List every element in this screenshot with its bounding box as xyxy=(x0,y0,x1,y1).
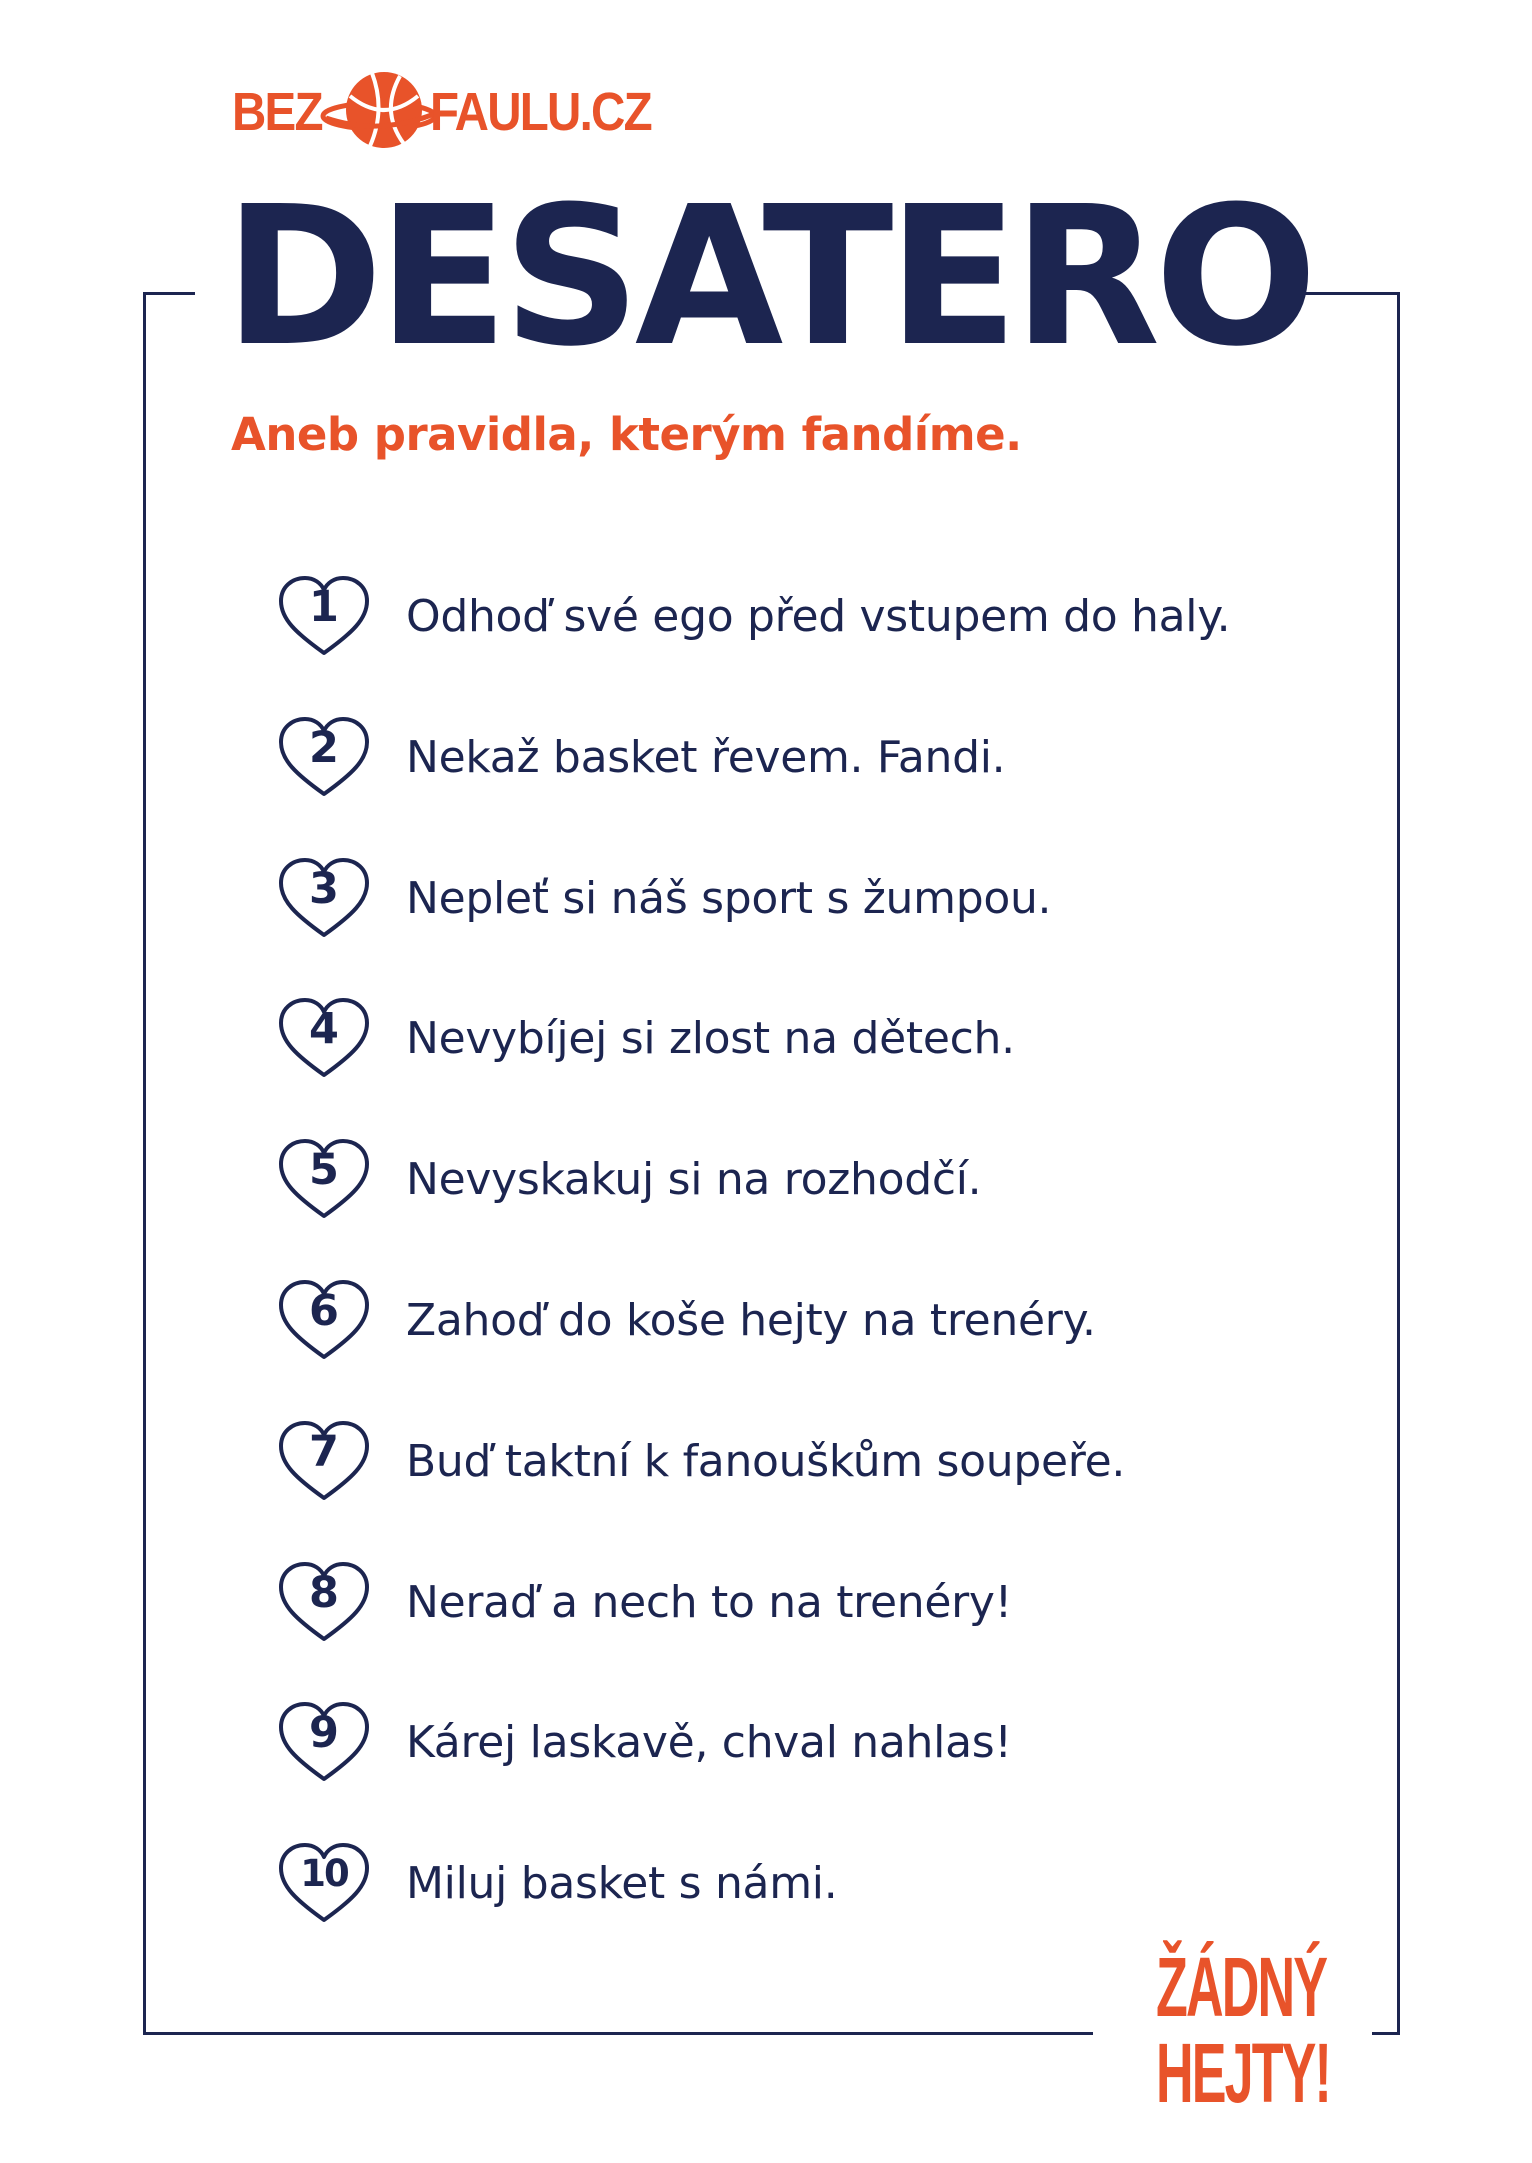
list-item xyxy=(276,850,1276,946)
heart-icon xyxy=(276,1418,372,1504)
frame-right xyxy=(1397,292,1400,2035)
list-item xyxy=(276,709,1276,805)
list-item xyxy=(276,1694,1276,1790)
list-item xyxy=(276,1131,1276,1227)
rule-text: Nevybíjej si zlost na dětech. xyxy=(406,1012,1015,1064)
list-item xyxy=(276,1554,1276,1650)
frame-top-left xyxy=(143,292,195,295)
rule-text: Miluj basket s námi. xyxy=(406,1857,838,1909)
heart-icon xyxy=(276,1840,372,1926)
basketball-icon xyxy=(320,66,438,158)
rule-text: Nepleť si náš sport s žumpou. xyxy=(406,872,1052,924)
rule-number: 6 xyxy=(309,1286,339,1336)
list-item xyxy=(276,1272,1276,1368)
rule-number: 5 xyxy=(309,1145,339,1195)
heart-icon xyxy=(276,1699,372,1785)
heart-icon xyxy=(276,1559,372,1645)
rule-number: 2 xyxy=(309,723,339,773)
heart-icon xyxy=(276,714,372,800)
rule-text: Buď taktní k fanouškům soupeře. xyxy=(406,1435,1126,1487)
rule-number: 1 xyxy=(309,582,339,632)
rule-number: 3 xyxy=(309,864,339,914)
stamp-line-1: ŽÁDNÝ xyxy=(1156,1940,1327,2034)
zadny-hejty-stamp xyxy=(1156,1940,1331,2120)
rule-number: 4 xyxy=(309,1004,339,1054)
rule-number: 9 xyxy=(309,1708,339,1758)
heart-icon xyxy=(276,573,372,659)
logo-text-left: BEZ xyxy=(232,82,322,142)
list-item xyxy=(276,990,1276,1086)
rule-number: 10 xyxy=(300,1852,348,1895)
page-title: DESATERO xyxy=(224,166,1312,389)
rule-number: 8 xyxy=(309,1568,339,1618)
page-subtitle: Aneb pravidla, kterým fandíme. xyxy=(231,408,1022,461)
list-item xyxy=(276,1835,1276,1931)
list-item xyxy=(276,568,1276,664)
frame-left xyxy=(143,292,146,2035)
rule-text: Kárej laskavě, chval nahlas! xyxy=(406,1716,1012,1768)
rule-text: Neraď a nech to na trenéry! xyxy=(406,1576,1012,1628)
frame-bottom-left xyxy=(143,2032,1093,2035)
rule-text: Odhoď své ego před vstupem do haly. xyxy=(406,590,1231,642)
rule-text: Nevyskakuj si na rozhodčí. xyxy=(406,1153,982,1205)
stamp-line-2: HEJTY! xyxy=(1156,2026,1331,2120)
list-item xyxy=(276,1413,1276,1509)
heart-icon xyxy=(276,1277,372,1363)
heart-icon xyxy=(276,855,372,941)
logo[interactable] xyxy=(232,66,681,158)
frame-bottom-right xyxy=(1372,2032,1400,2035)
rule-text: Nekaž basket řevem. Fandi. xyxy=(406,731,1006,783)
rule-text: Zahoď do koše hejty na trenéry. xyxy=(406,1294,1096,1346)
heart-icon xyxy=(276,995,372,1081)
rule-number: 7 xyxy=(309,1427,339,1477)
heart-icon xyxy=(276,1136,372,1222)
logo-text-right: FAULU.CZ xyxy=(430,82,651,142)
